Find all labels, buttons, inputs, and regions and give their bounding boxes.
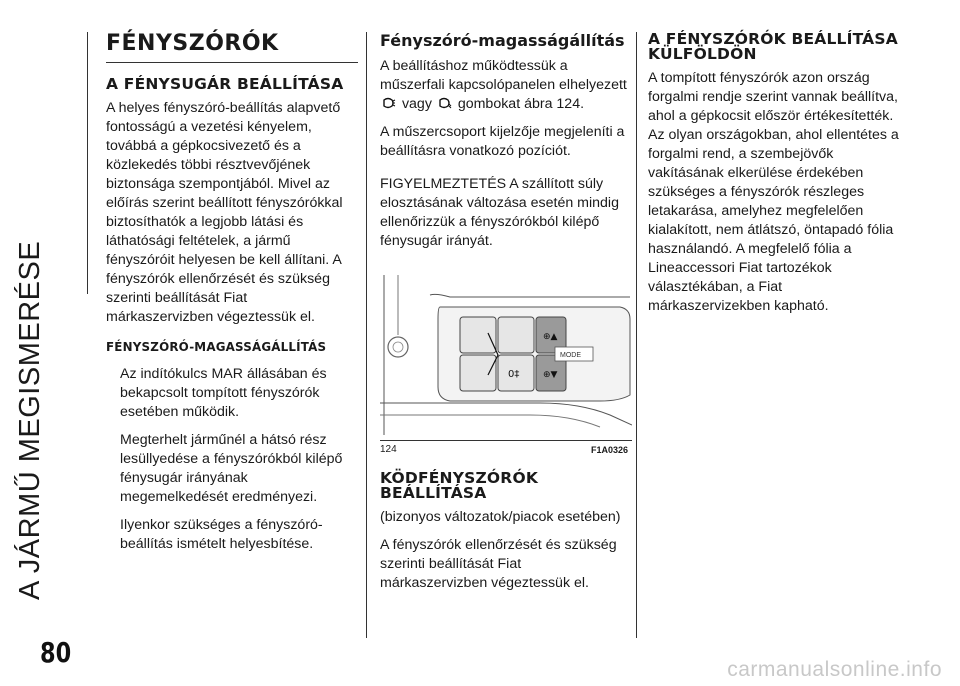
paragraph: A fényszórók ellenőrzését és szükség szerinti beállítását Fiat márkaszervizben végeztessük el.	[380, 537, 617, 591]
paragraph: A helyes fényszóró-beállítás alapvető fontosságú a vezetési kényelem, továbbá a gépkocsivezető és a közlekedés többi résztvevőjének biztonsága szempontjából. Mivel az előírás szerint beállított fényszórókkal biztosíthatók a legjobb látási és láthatósági feltételek, a jármű fényszóróit helyesen be kell állítani. A fényszórók ellenőrzését és szükség szerinti beállítását Fiat márkaszervizben végeztessük el.	[106, 100, 343, 325]
warning-paragraph: FIGYELMEZTETÉS A szállított súly elosztásának változása esetén mindig ellenőrizzük a fényszórókból kilépő fénysugár irányát.	[380, 176, 619, 249]
text-span: gombokat ábra 124.	[457, 96, 585, 112]
subheading-height-adjust: FÉNYSZÓRÓ-MAGASSÁGÁLLÍTÁS	[106, 339, 327, 354]
svg-text:0‡: 0‡	[508, 369, 520, 380]
column-3	[648, 32, 908, 325]
column-divider	[366, 32, 367, 638]
subheading-abroad: A FÉNYSZÓRÓK BEÁLLÍTÁSA KÜLFÖLDÖN	[648, 30, 898, 63]
page-number: 80	[40, 636, 72, 669]
paragraph: A tompított fényszórók azon ország forgalmi rendje szerint vannak beállítva, ahol a gépkocsit először értékesítették. Az olyan országokban, ahol ellentétes a forgalmi rend, a szembejövők vakításának elkerülése érdekében szükséges a fényszórók részleges letakarása, amelyhez megfelelően kialakított, nem átlátszó, öntapadó fólia használandó. A megfelelő fólia a Lineaccessori Fiat tartozékok választékában, a Fiat márkaszervizekben kapható.	[648, 70, 899, 314]
subheading-beam-adjust: A FÉNYSUGÁR BEÁLLÍTÁSA	[106, 75, 344, 93]
paragraph: Az indítókulcs MAR állásában és bekapcsolt tompított fényszórók esetében működik.	[120, 366, 327, 420]
headlight-up-icon	[382, 96, 396, 110]
mode-label: MODE	[560, 352, 581, 359]
paragraph: A műszercsoport kijelzője megjeleníti a beállításra vonatkozó pozíciót.	[380, 124, 625, 159]
column-2	[380, 32, 630, 602]
svg-text:⊕▼: ⊕▼	[543, 370, 558, 380]
figure-caption	[380, 440, 632, 457]
heading-rule	[106, 62, 358, 63]
figure-number: 124	[380, 444, 397, 455]
paragraph: (bizonyos változatok/piacok esetében)	[380, 509, 621, 525]
figure-code: F1A0326	[590, 445, 628, 455]
side-rule	[87, 32, 88, 294]
headlight-down-icon	[438, 96, 452, 110]
svg-text:⊕▲: ⊕▲	[543, 332, 558, 342]
column-divider	[636, 32, 637, 638]
chapter-side-title: A JÁRMŰ MEGISMERÉSE	[14, 240, 46, 600]
text-span: vagy	[401, 96, 432, 112]
watermark: carmanualsonline.info	[727, 658, 942, 681]
paragraph-with-icons	[380, 57, 630, 114]
paragraph: Ilyenkor szükséges a fényszóró-beállítás ismételt helyesbítése.	[120, 517, 323, 552]
section-heading: FÉNYSZÓRÓK	[106, 31, 279, 56]
subheading-height-adjust-title: Fényszóró-magasságállítás	[380, 31, 625, 50]
figure-control-panel	[380, 275, 632, 457]
text-span: A beállításhoz működtessük a műszerfali kapcsolópanelen elhelyezett	[380, 58, 627, 93]
control-panel-illustration	[380, 275, 632, 441]
paragraph: Megterhelt járműnél a hátsó rész lesüllyedése a fényszórókból kilépő fénysugár irányának megemelkedését eredményezi.	[120, 432, 343, 505]
subheading-fog-lights: KÖDFÉNYSZÓRÓK BEÁLLÍTÁSA	[380, 469, 539, 502]
column-1	[106, 32, 358, 563]
